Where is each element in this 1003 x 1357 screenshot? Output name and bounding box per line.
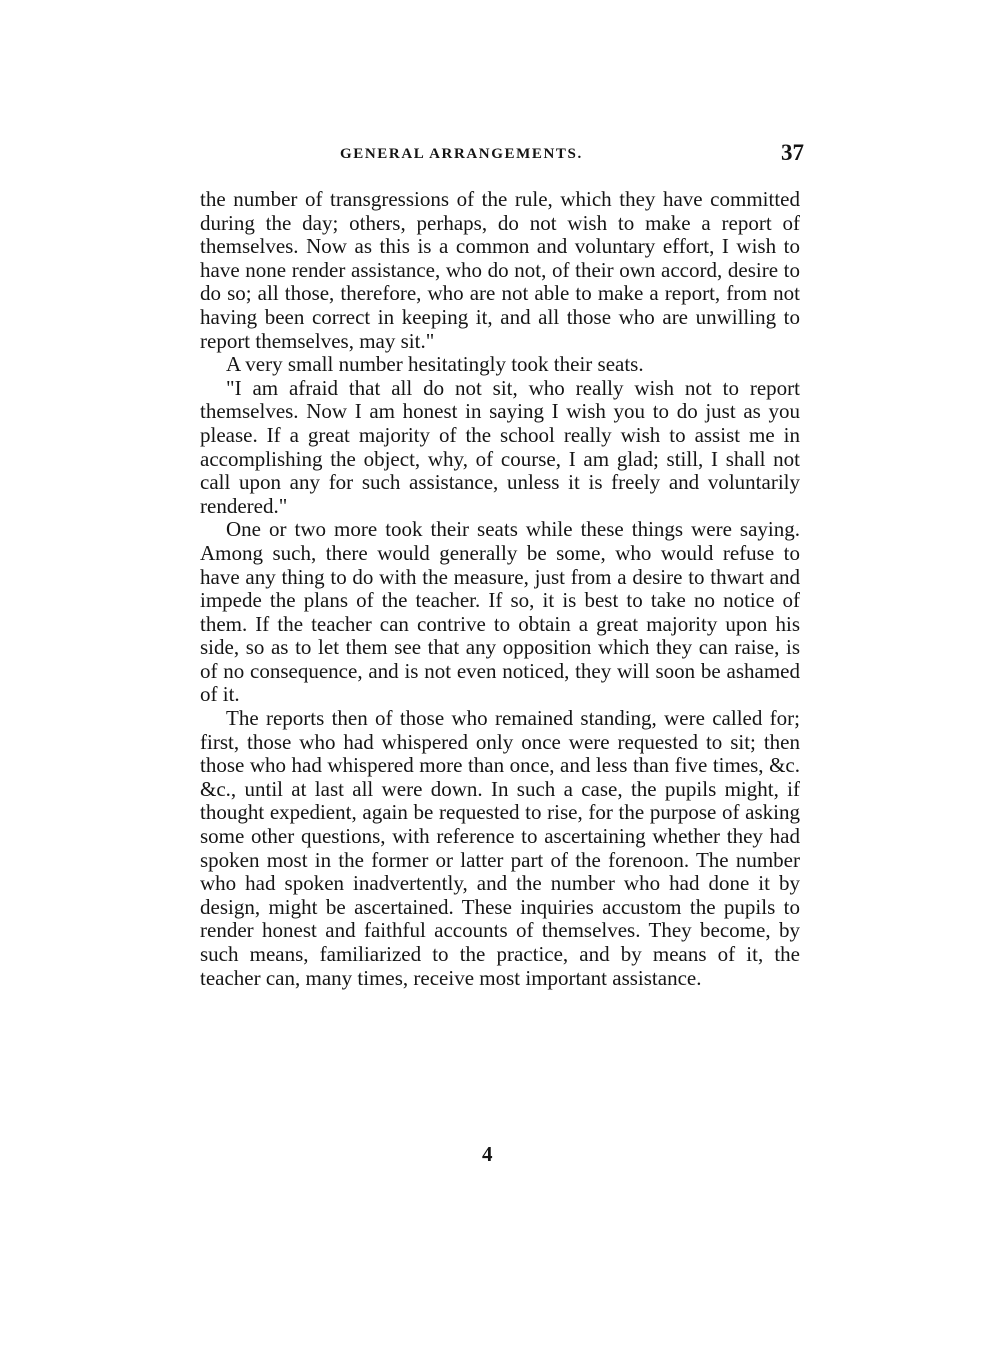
body-text	[200, 188, 800, 990]
paragraph: The reports then of those who remained standing, were called for; first, those who had whispered only once were requested to sit; then those who had whispered more than once, and less than five times, &c. &c., until at last all were down. In such a case, the pupils might, if thought expedient, again be requested to rise, for the purpose of asking some other questions, with reference to ascertaining whether they had spoken most in the former or latter part of the forenoon. The number who had spoken inadvertently, and the number who had done it by design, might be ascertained. These inquiries accustom the pupils to render honest and faithful accounts of themselves. They become, by such means, familiarized to the practice, and by means of it, the teacher can, many times, receive most important assistance.	[200, 706, 800, 990]
page-header	[200, 140, 804, 170]
paragraph-continued: the number of transgressions of the rule, which they have committed during the day; others, perhaps, do not wish to make a report of themselves. Now as this is a common and voluntary effort, I wish to have none render assistance, who do not, of their own accord, desire to do so; all those, therefore, who are not able to make a report, from not having been correct in keeping it, and all those who are unwilling to report themselves, may sit."	[200, 187, 800, 353]
paragraph: A very small number hesitatingly took their seats.	[226, 352, 644, 377]
paragraph: "I am afraid that all do not sit, who really wish not to report themselves. Now I am honest in saying I wish you to do just as you please. If a great majority of the school really wish to assist me in accomplishing the object, why, of course, I am glad; still, I shall not call upon any for such assistance, unless it is freely and voluntarily rendered."	[200, 375, 800, 518]
signature-mark: 4	[482, 1142, 493, 1166]
running-head: GENERAL ARRANGEMENTS.	[340, 146, 583, 162]
page-number: 37	[781, 140, 804, 165]
paragraph: One or two more took their seats while these things were saying. Among such, there would generally be some, who would refuse to have any thing to do with the measure, just from a desire to thwart and impede the plans of the teacher. If so, it is best to take no notice of them. If the teacher can contrive to obtain a great majority upon his side, so as to let them see that any opposition which they can raise, is of no consequence, and is not even noticed, they will soon be ashamed of it.	[200, 517, 800, 707]
